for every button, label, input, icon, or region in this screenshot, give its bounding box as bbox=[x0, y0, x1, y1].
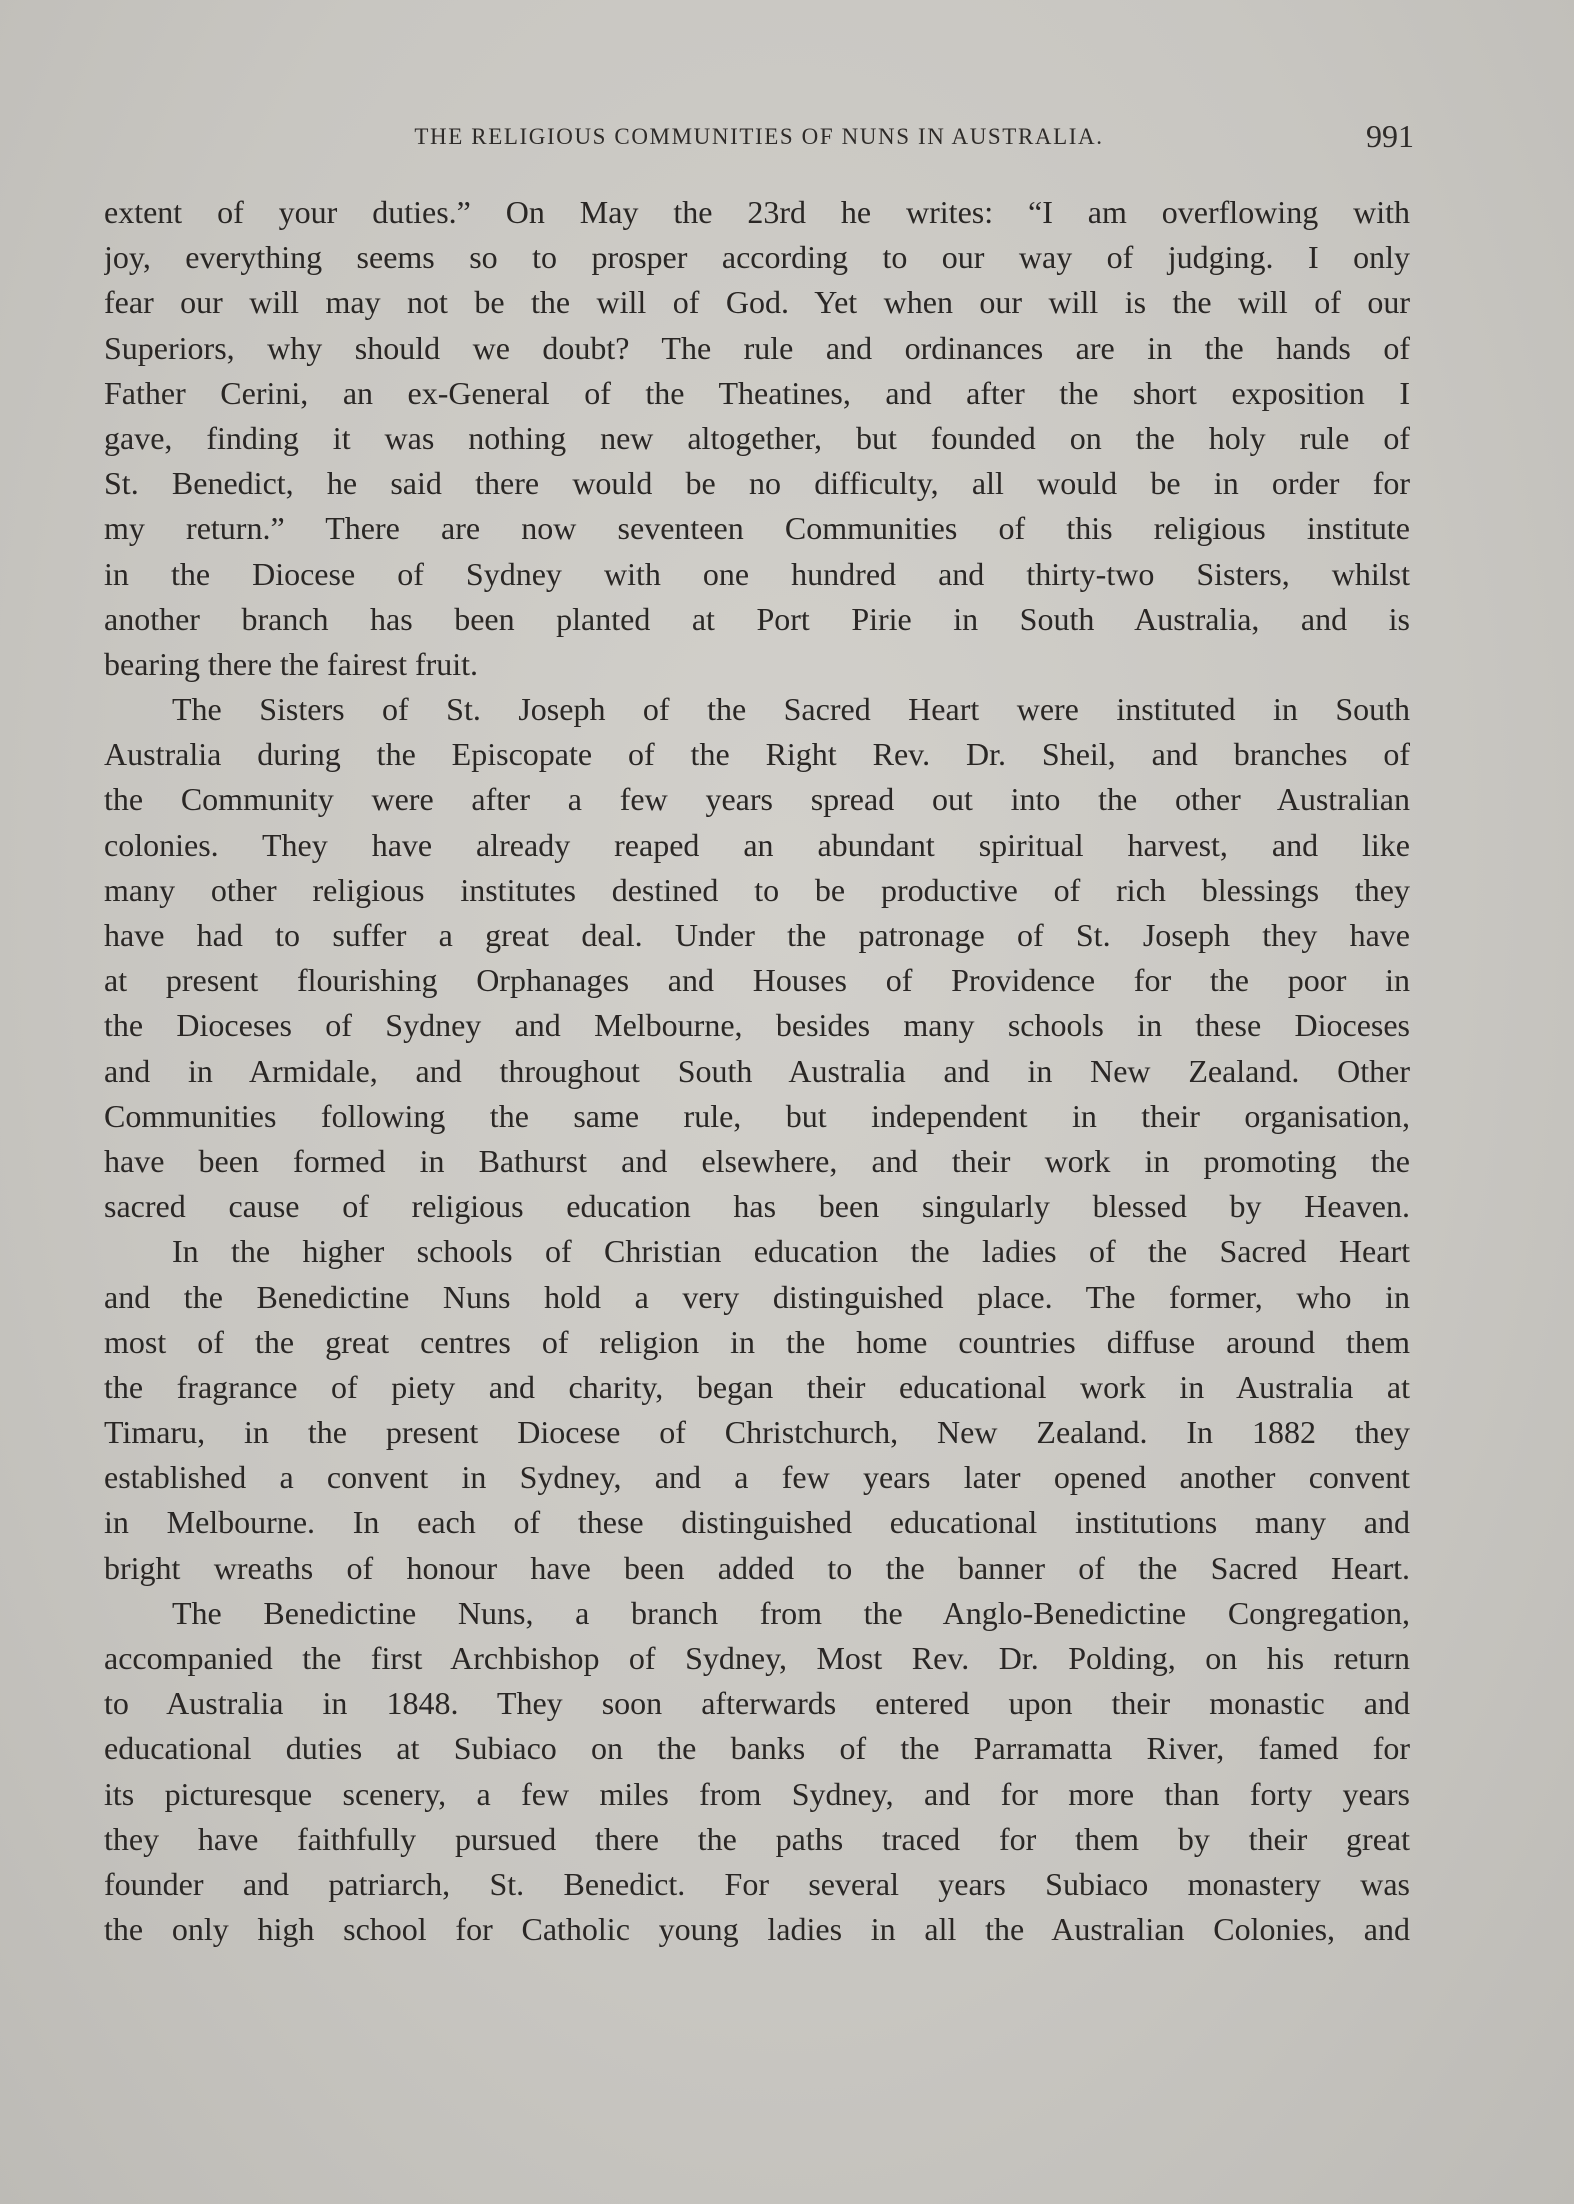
text-line: bright wreaths of honour have been added to the banner of the Sacred Heart. bbox=[104, 1549, 1410, 1586]
text-line: gave, finding it was nothing new altogether, but founded on the holy rule of bbox=[104, 419, 1410, 456]
text-line: educational duties at Subiaco on the banks of the Parramatta River, famed for bbox=[104, 1730, 1410, 1767]
running-head bbox=[104, 118, 1414, 158]
text-line: have been formed in Bathurst and elsewhere, and their work in promoting the bbox=[104, 1142, 1410, 1179]
text-line: extent of your duties.” On May the 23rd he writes: “I am overflowing with bbox=[104, 194, 1410, 230]
text-line: The Benedictine Nuns, a branch from the Anglo-Benedictine Congregation, bbox=[172, 1594, 1410, 1631]
text-line: in Melbourne. In each of these distinguished educational institutions many and bbox=[104, 1504, 1410, 1541]
text-line: most of the great centres of religion in the home countries diffuse around them bbox=[104, 1323, 1410, 1360]
text-line: bearing there the fairest fruit. bbox=[104, 645, 479, 682]
text-line: colonies. They have already reaped an abundant spiritual harvest, and like bbox=[104, 826, 1410, 863]
text-line: another branch has been planted at Port Pirie in South Australia, and is bbox=[104, 600, 1410, 637]
text-line: Timaru, in the present Diocese of Christchurch, New Zealand. In 1882 they bbox=[104, 1414, 1410, 1451]
text-line: accompanied the first Archbishop of Sydney, Most Rev. Dr. Polding, on his return bbox=[104, 1640, 1410, 1676]
text-line: joy, everything seems so to prosper according to our way of judging. I only bbox=[104, 239, 1410, 276]
text-line: fear our will may not be the will of God. Yet when our will is the will of our bbox=[104, 284, 1410, 321]
text-line: the Dioceses of Sydney and Melbourne, besides many schools in these Dioceses bbox=[104, 1007, 1410, 1044]
text-line: Father Cerini, an ex-General of the Theatines, and after the short exposition I bbox=[104, 374, 1410, 411]
body-text bbox=[104, 190, 1410, 1952]
text-line: established a convent in Sydney, and a few years later opened another convent bbox=[104, 1459, 1410, 1496]
text-line: sacred cause of religious education has been singularly blessed by Heaven. bbox=[104, 1188, 1410, 1225]
text-line: the fragrance of piety and charity, began their educational work in Australia at bbox=[104, 1368, 1410, 1405]
text-line: they have faithfully pursued there the paths traced for them by their great bbox=[104, 1820, 1410, 1857]
text-line: in the Diocese of Sydney with one hundred and thirty-two Sisters, whilst bbox=[104, 555, 1410, 592]
text-line: Australia during the Episcopate of the Right Rev. Dr. Sheil, and branches of bbox=[104, 736, 1410, 773]
running-title: THE RELIGIOUS COMMUNITIES OF NUNS IN AUSTRALIA. bbox=[414, 124, 1104, 149]
text-line: Superiors, why should we doubt? The rule and ordinances are in the hands of bbox=[104, 329, 1410, 366]
text-line: my return.” There are now seventeen Communities of this religious institute bbox=[104, 510, 1410, 547]
text-line: founder and patriarch, St. Benedict. For several years Subiaco monastery was bbox=[104, 1865, 1410, 1902]
text-line: The Sisters of St. Joseph of the Sacred Heart were instituted in South bbox=[172, 691, 1410, 728]
text-line: many other religious institutes destined to be productive of rich blessings they bbox=[104, 871, 1410, 908]
text-line: St. Benedict, he said there would be no difficulty, all would be in order for bbox=[104, 465, 1410, 502]
text-line: Communities following the same rule, but independent in their organisation, bbox=[104, 1097, 1410, 1134]
text-line: and in Armidale, and throughout South Australia and in New Zealand. Other bbox=[104, 1052, 1410, 1089]
text-line: In the higher schools of Christian education the ladies of the Sacred Heart bbox=[172, 1233, 1410, 1270]
text-line: have had to suffer a great deal. Under the patronage of St. Joseph they have bbox=[104, 917, 1410, 953]
text-line: its picturesque scenery, a few miles from Sydney, and for more than forty years bbox=[104, 1775, 1410, 1812]
page-number: 991 bbox=[1366, 118, 1414, 154]
text-line: the only high school for Catholic young ladies in all the Australian Colonies, and bbox=[104, 1911, 1410, 1948]
text-line: at present flourishing Orphanages and Houses of Providence for the poor in bbox=[104, 962, 1410, 999]
text-line: the Community were after a few years spread out into the other Australian bbox=[104, 781, 1410, 818]
text-line: and the Benedictine Nuns hold a very distinguished place. The former, who in bbox=[104, 1278, 1410, 1315]
text-line: to Australia in 1848. They soon afterwards entered upon their monastic and bbox=[104, 1685, 1410, 1722]
